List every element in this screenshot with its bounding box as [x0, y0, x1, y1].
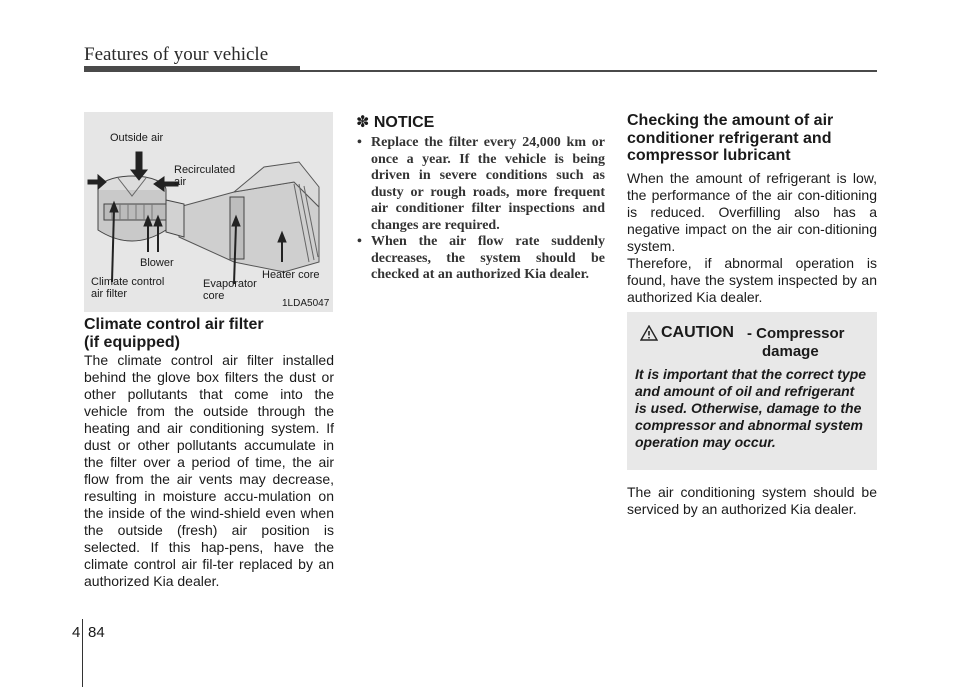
warning-triangle-icon	[640, 325, 658, 341]
notice-title: ✽ NOTICE	[356, 114, 435, 131]
label-blower: Blower	[140, 257, 174, 269]
footer-rule	[82, 619, 83, 687]
caution-word: CAUTION	[661, 324, 734, 341]
section-number: 4	[72, 624, 81, 641]
caution-subtitle: - Compressor	[747, 325, 845, 342]
refrigerant-para-1: When the amount of refrigerant is low, the performance of the air con-ditioning is reduced. Overfilling also has a negative impact on the air con-ditioning system.	[627, 170, 877, 254]
label-heater-core: Heater core	[262, 269, 320, 281]
blower-connector	[166, 200, 184, 237]
figure-code: 1LDA5047	[282, 298, 330, 309]
refrigerant-heading: Checking the amount of air conditioner refrigerant and compressor lubricant	[627, 112, 834, 164]
notice-list	[356, 135, 605, 284]
refrigerant-para-2: Therefore, if abnormal operation is found, have the system inspected by an authorized Kia dealer.	[627, 255, 877, 305]
refrigerant-para-3: The air conditioning system should be serviced by an authorized Kia dealer.	[627, 484, 877, 517]
filter-body: The climate control air filter installed behind the glove box filters the dust or other pollutants that come into the vehicle from the outside through the heating and air conditioning system. If dust or other pollutants accumulate in the filter over a period of time, the air flow from the air vents may decrease, resulting in moisture accu-mulation on the inside of the wind-shield even when the outside (fresh) air position is selected. If this hap-pens, have the climate control air fil-ter replaced by an authorized Kia dealer.	[84, 352, 334, 589]
header-rule-thin	[300, 70, 877, 72]
duct-body	[179, 182, 319, 272]
caution-text: It is important that the correct type and amount of oil and refrigerant is used. Otherwise, damage to the compressor and abnormal system operation may occur.	[635, 366, 867, 450]
header-rule	[84, 66, 300, 72]
label-climate-filter: Climate control air filter	[91, 276, 165, 300]
page-number: 84	[88, 624, 105, 641]
caution-box	[627, 312, 877, 470]
notice-item-airflow: • When the air flow rate suddenly decreases, the system should be checked at an authorized Kia dealer.	[356, 234, 605, 284]
label-outside-air: Outside air	[110, 132, 164, 144]
label-evaporator-core: Evaporator core	[203, 278, 257, 302]
caution-subtitle-2: damage	[762, 343, 819, 360]
air-filter-diagram	[84, 112, 333, 312]
label-recirculated-air: Recirculated air	[174, 164, 236, 188]
header-title: Features of your vehicle	[84, 44, 269, 65]
notice-item-filter-interval: • Replace the filter every 24,000 km or once a year. If the vehicle is being driven in severe conditions such as dusty or rough roads, more frequent air conditioner filter inspections and changes are required.	[356, 135, 605, 234]
evaporator-core	[230, 197, 244, 259]
filter-heading: Climate control air filter (if equipped)	[84, 316, 264, 351]
